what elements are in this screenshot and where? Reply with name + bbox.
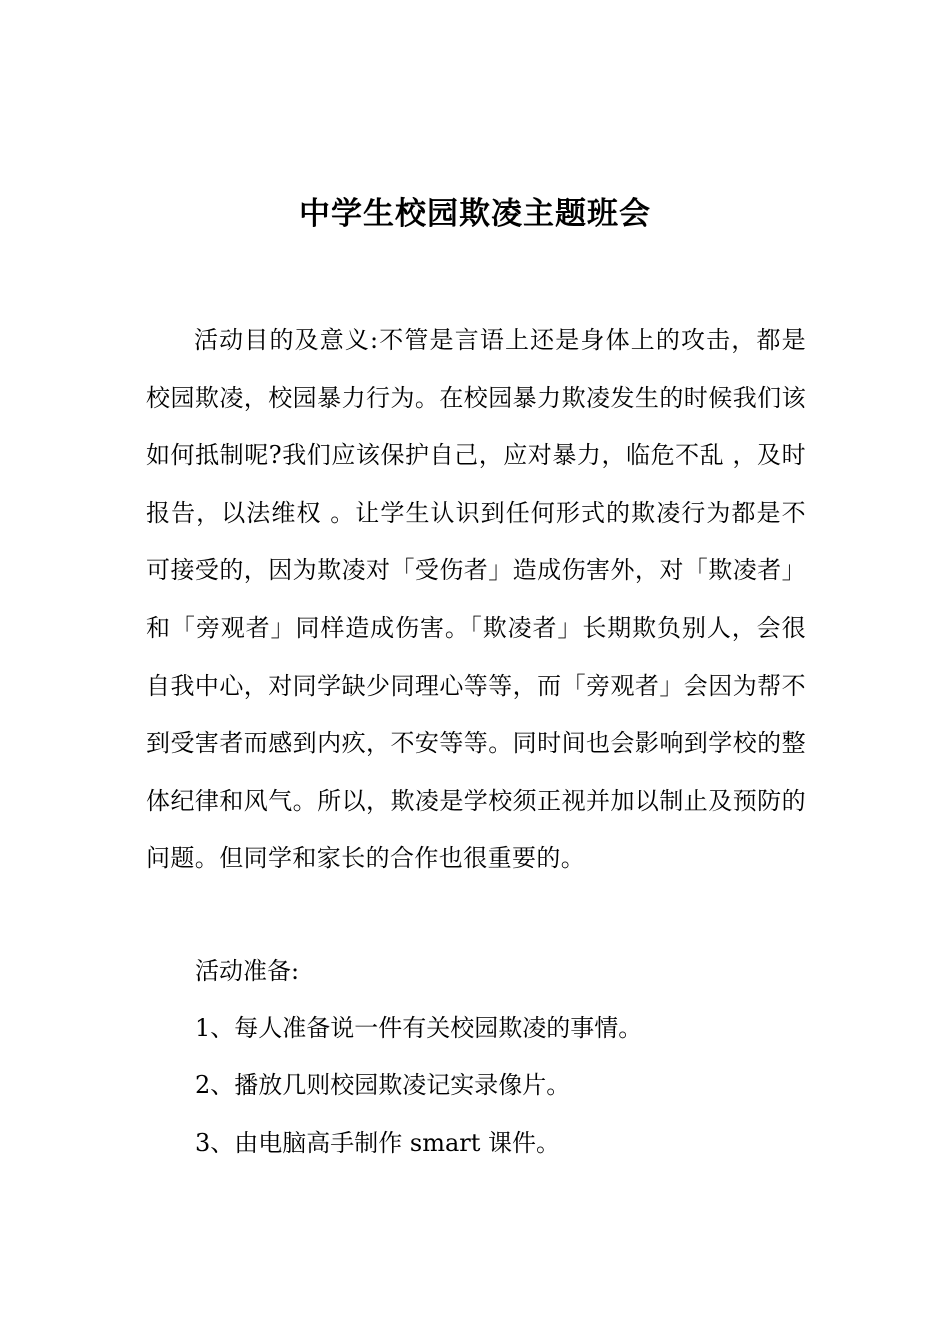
preparation-label: 活动准备: — [195, 957, 300, 985]
document-title: 中学生校园欺凌主题班会 — [299, 196, 651, 232]
preparation-item: 2、播放几则校园欺凌记实录像片。 — [195, 1071, 571, 1099]
preparation-item: 1、每人准备说一件有关校园欺凌的事情。 — [195, 1014, 643, 1042]
purpose-paragraph: 活动目的及意义:不管是言语上还是身体上的攻击，都是校园欺凌，校园暴力行为。在校园暴力欺凌发生的时候我们该如何抵制呢?我们应该保护自己，应对暴力，临危不乱 ，及时报告，以法维权 。让学生认识到任何形式的欺凌行为都是不可接受的，因为欺凌对「受伤者」造成伤害外，对「欺凌者」和「旁观者」同样造成伤害。「欺凌者」长期欺负别人，会很自我中心，对同学缺少同理心等等，而「旁观者」会因为帮不到受害者而感到内疚，不安等等。同时间也会影响到学校的整体纪律和风气。所以，欺凌是学校须正视并加以制止及预防的问题。但同学和家长的合作也很重要的。 — [146, 326, 806, 873]
preparation-item: 3、由电脑高手制作 smart 课件。 — [195, 1129, 561, 1157]
